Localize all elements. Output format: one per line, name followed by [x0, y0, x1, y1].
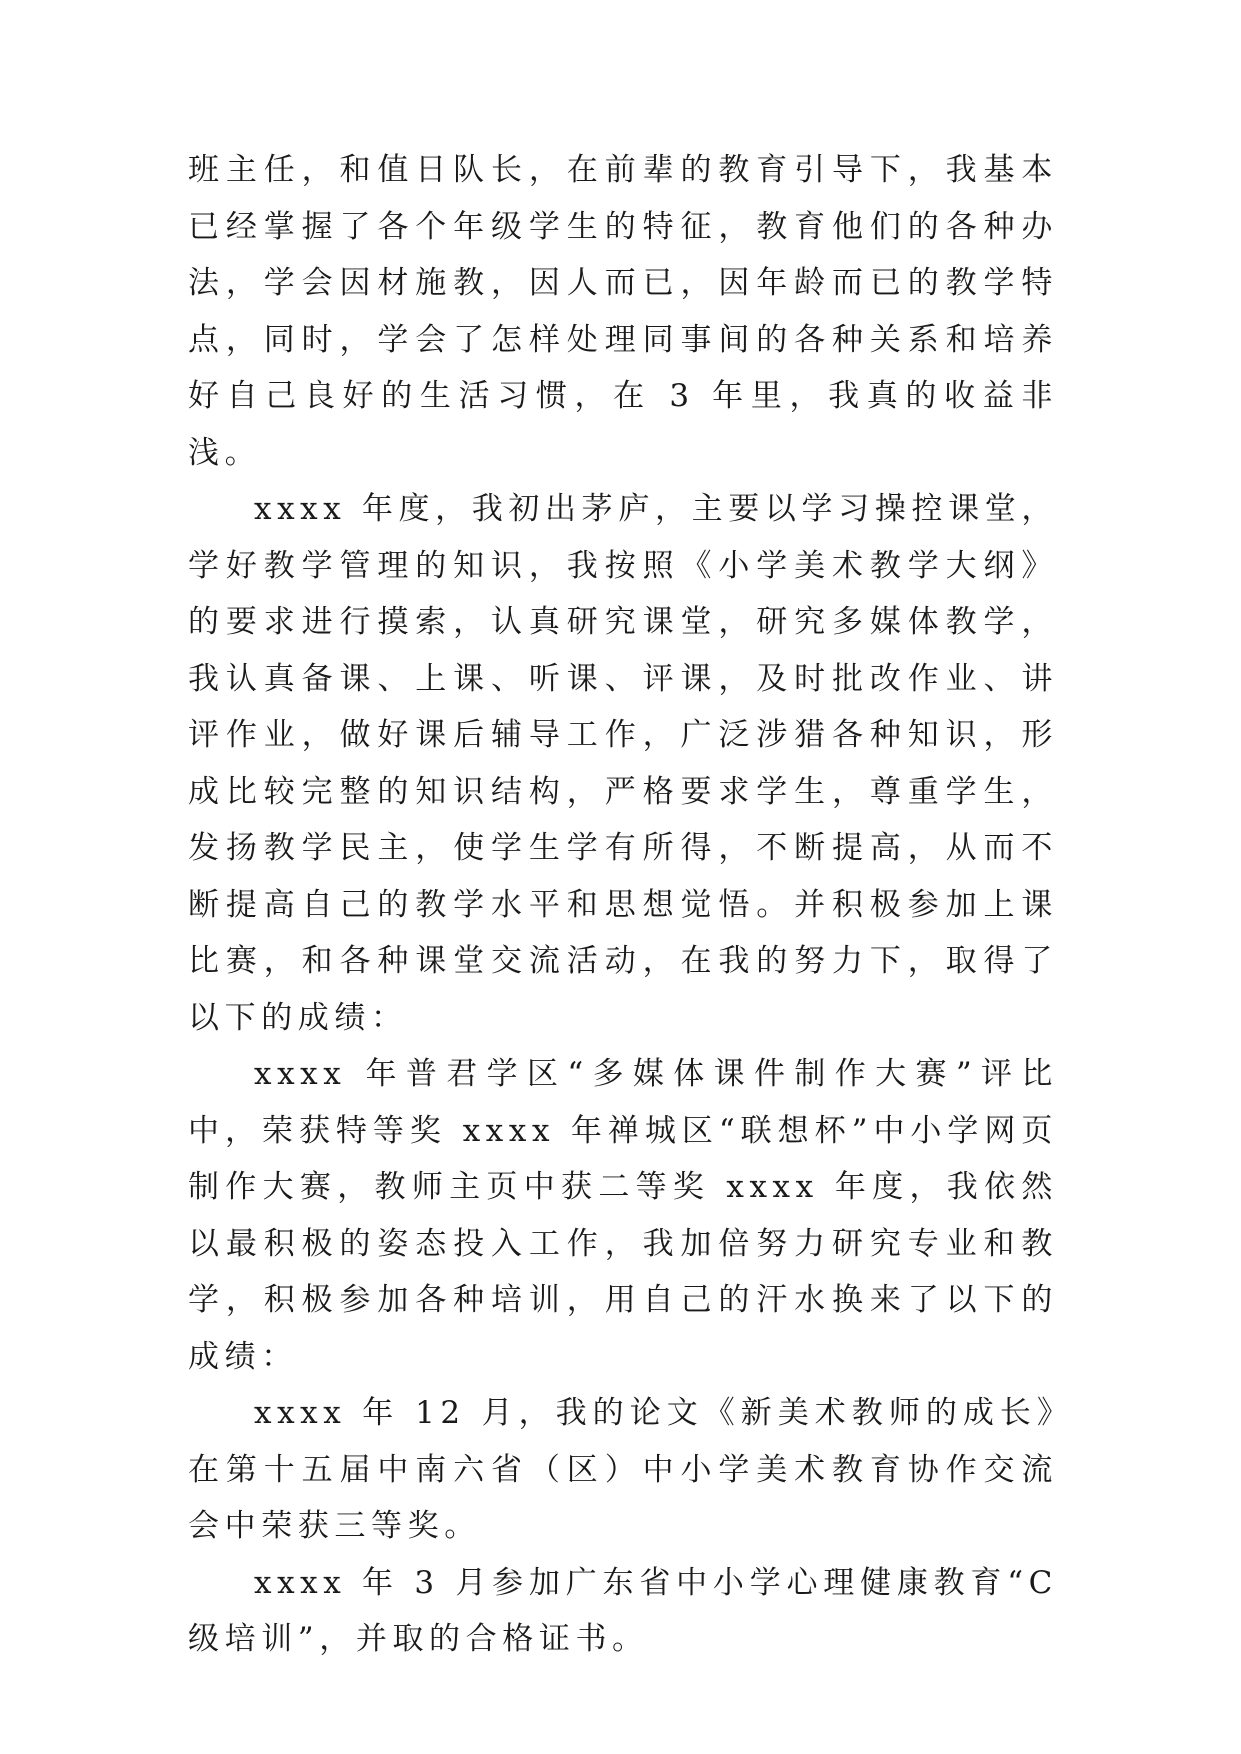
document-page	[188, 142, 1058, 1668]
paragraph-first-year: xxxx 年度，我初出茅庐，主要以学习操控课堂，学好教学管理的知识，我按照《小学美术教学大纲》的要求进行摸索，认真研究课堂，研究多媒体教学，我认真备课、上课、听课、评课，及时批改作业、讲评作业，做好课后辅导工作，广泛涉猎各种知识，形成比较完整的知识结构，严格要求学生，尊重学生，发扬教学民主，使学生学有所得，不断提高，从而不断提高自己的教学水平和思想觉悟。并积极参加上课比赛，和各种课堂交流活动，在我的努力下，取得了以下的成绩：	[188, 491, 1058, 1036]
paragraph-continuation: 班主任，和值日队长，在前辈的教育引导下，我基本已经掌握了各个年级学生的特征，教育他们的各种办法，学会因材施教，因人而已，因年龄而已的教学特点，同时，学会了怎样处理同事间的各种关系和培养好自己良好的生活习惯，在 3 年里，我真的收益非浅。	[188, 152, 1058, 471]
paragraph-training: xxxx 年 3 月参加广东省中小学心理健康教育“C 级培训”，并取的合格证书。	[188, 1564, 1058, 1657]
paragraph-awards: xxxx 年普君学区“多媒体课件制作大赛”评比中，荣获特等奖 xxxx 年禅城区“联想杯”中小学网页制作大赛，教师主页中获二等奖 xxxx 年度，我依然以最积极的姿态投入工作，我加倍努力研究专业和教学，积极参加各种培训，用自己的汗水换来了以下的成绩：	[188, 1056, 1058, 1375]
paragraph-thesis-award: xxxx 年 12 月，我的论文《新美术教师的成长》在第十五届中南六省（区）中小学美术教育协作交流会中荣获三等奖。	[188, 1395, 1058, 1544]
